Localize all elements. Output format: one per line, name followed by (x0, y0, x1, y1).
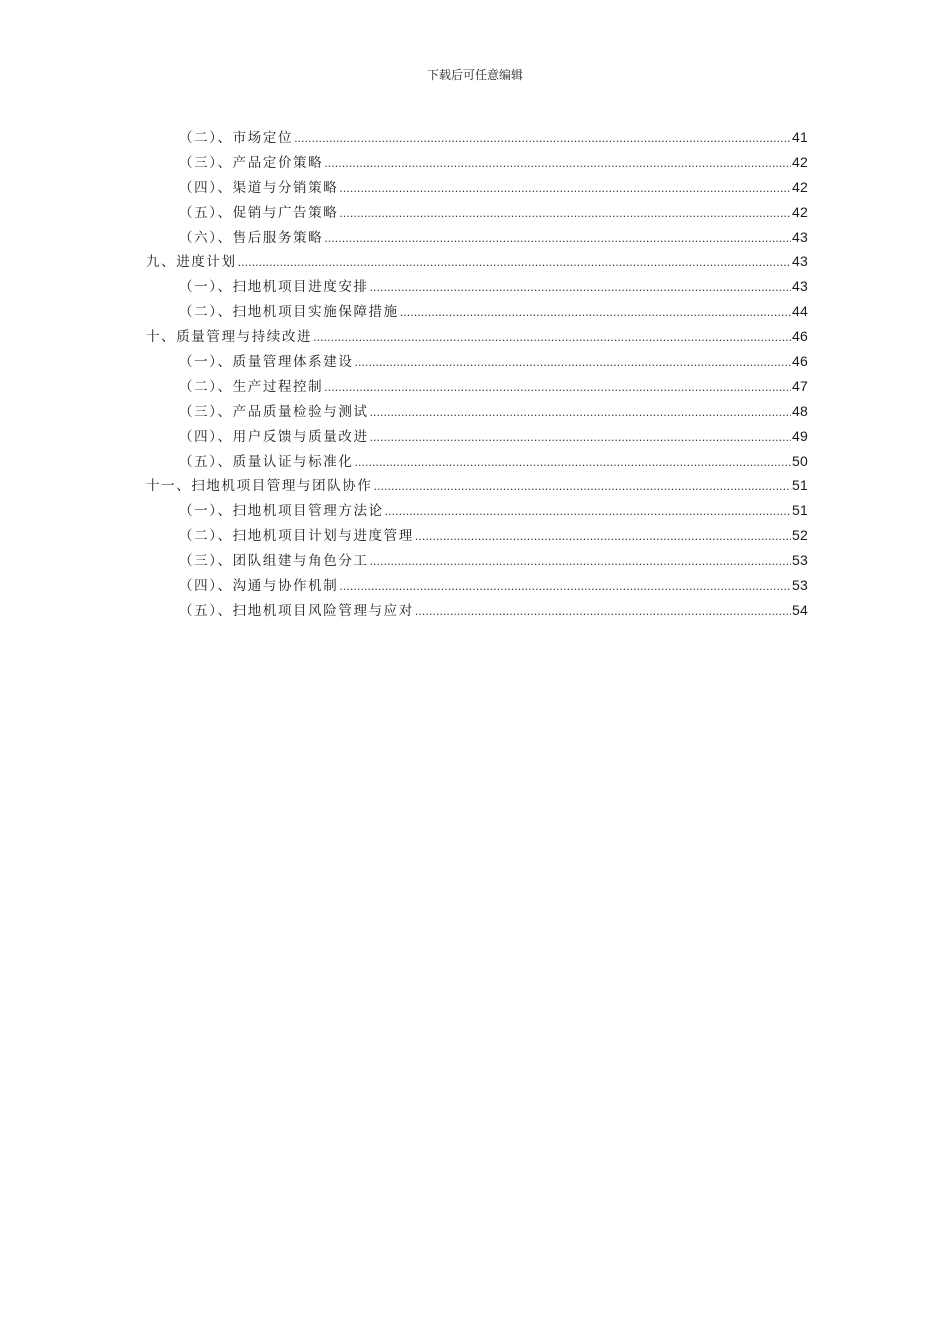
toc-entry-page: 51 (792, 502, 808, 519)
toc-dot-leader (415, 530, 791, 543)
toc-entry-page: 42 (792, 153, 808, 170)
toc-entry[interactable] (146, 350, 808, 375)
toc-entry[interactable] (146, 425, 808, 450)
toc-entry[interactable] (146, 375, 808, 400)
toc-entry-title: （三）、产品定价策略 (179, 154, 324, 171)
toc-entry-page: 48 (792, 402, 808, 419)
toc-entry-title: （二）、市场定位 (179, 130, 294, 146)
toc-dot-leader (339, 207, 791, 220)
toc-entry[interactable] (146, 300, 808, 325)
toc-chapter-entry[interactable] (146, 250, 808, 275)
toc-entry-page: 52 (792, 527, 808, 544)
toc-entry-page: 50 (792, 452, 808, 469)
toc-entry[interactable] (146, 499, 808, 524)
toc-entry-title: 十一、扫地机项目管理与团队协作 (146, 478, 373, 495)
toc-dot-leader (324, 381, 791, 394)
table-of-contents (146, 126, 808, 624)
toc-entry-page: 42 (792, 178, 808, 195)
toc-entry-title: （三）、团队组建与角色分工 (179, 553, 369, 570)
toc-entry[interactable] (146, 176, 808, 201)
toc-entry-title: （二）、扫地机项目实施保障措施 (179, 304, 399, 321)
toc-entry-title: （五）、扫地机项目风险管理与应对 (179, 602, 414, 619)
toc-dot-leader (238, 256, 791, 269)
toc-entry[interactable] (146, 450, 808, 475)
toc-dot-leader (354, 356, 791, 369)
toc-entry-title: （二）、生产过程控制 (179, 378, 324, 395)
toc-entry-title: （六）、售后服务策略 (179, 229, 324, 246)
toc-dot-leader (370, 431, 791, 444)
toc-entry-title: （一）、质量管理体系建设 (179, 354, 354, 371)
toc-dot-leader (294, 132, 791, 145)
toc-entry[interactable] (146, 201, 808, 226)
toc-entry-page: 43 (792, 228, 808, 245)
toc-entry-page: 43 (792, 278, 808, 295)
toc-chapter-entry[interactable] (146, 325, 808, 350)
toc-entry[interactable] (146, 151, 808, 176)
toc-entry-title: （五）、促销与广告策略 (179, 204, 339, 221)
toc-entry-page: 49 (792, 427, 808, 444)
toc-entry-page: 46 (792, 328, 808, 345)
toc-entry[interactable] (146, 524, 808, 549)
page-header-note: 下载后可任意编辑 (426, 68, 523, 82)
toc-entry[interactable] (146, 549, 808, 574)
toc-dot-leader (324, 232, 791, 245)
toc-entry-title: （五）、质量认证与标准化 (179, 453, 354, 470)
toc-entry-title: 九、进度计划 (146, 254, 237, 271)
toc-entry-title: （三）、产品质量检验与测试 (179, 403, 369, 420)
toc-dot-leader (339, 580, 791, 593)
toc-entry-page: 53 (792, 552, 808, 569)
toc-dot-leader (370, 555, 791, 568)
toc-dot-leader (324, 157, 791, 170)
toc-dot-leader (374, 480, 792, 493)
toc-entry[interactable] (146, 599, 808, 624)
toc-entry[interactable] (146, 126, 808, 151)
toc-entry-page: 54 (792, 601, 808, 618)
toc-entry-page: 47 (792, 377, 808, 394)
toc-entry-page: 43 (792, 253, 808, 270)
toc-chapter-entry[interactable] (146, 474, 808, 499)
toc-entry-title: 十、质量管理与持续改进 (146, 329, 313, 346)
toc-entry-title: （一）、扫地机项目管理方法论 (179, 503, 384, 520)
toc-dot-leader (370, 406, 791, 419)
toc-entry-page: 41 (792, 129, 808, 145)
toc-dot-leader (313, 331, 791, 344)
toc-entry-title: （四）、渠道与分销策略 (179, 179, 339, 196)
toc-dot-leader (339, 182, 791, 195)
toc-entry-title: （四）、用户反馈与质量改进 (179, 428, 369, 445)
toc-dot-leader (415, 605, 791, 618)
toc-dot-leader (354, 456, 791, 469)
toc-entry-page: 53 (792, 577, 808, 594)
toc-entry-page: 46 (792, 353, 808, 370)
toc-entry-title: （一）、扫地机项目进度安排 (179, 279, 369, 296)
toc-entry-title: （四）、沟通与协作机制 (179, 578, 339, 595)
toc-dot-leader (370, 281, 791, 294)
toc-entry[interactable] (146, 574, 808, 599)
toc-dot-leader (400, 306, 791, 319)
toc-entry-title: （二）、扫地机项目计划与进度管理 (179, 528, 414, 545)
toc-entry[interactable] (146, 226, 808, 251)
toc-entry-page: 44 (792, 303, 808, 320)
toc-dot-leader (385, 505, 791, 518)
toc-entry-page: 51 (792, 477, 808, 494)
toc-entry[interactable] (146, 275, 808, 300)
toc-entry-page: 42 (792, 203, 808, 220)
toc-entry[interactable] (146, 400, 808, 425)
